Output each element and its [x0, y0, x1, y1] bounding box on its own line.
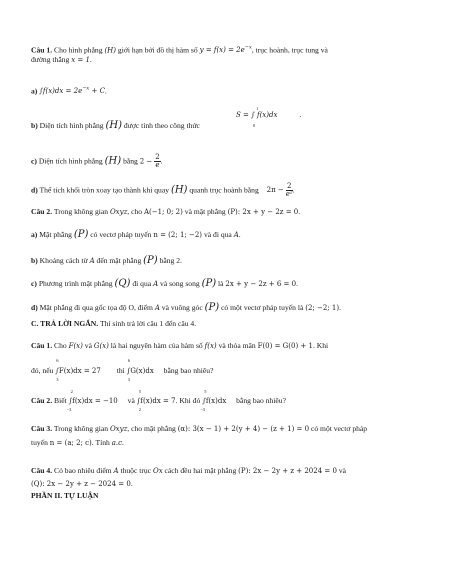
s3-line2: tuyến n = (a; 2; c). Tính a.c. — [31, 438, 124, 447]
part2-title: PHẦN II. TỰ LUẬN — [31, 491, 99, 500]
q1-b-label: b) — [31, 121, 38, 130]
s4-axis: Ox — [152, 467, 163, 475]
q2-c: c) Phương trình mặt phẳng (Q) đi qua A và song song (P) là 2x + y − 2z + 6 = 0. — [31, 278, 298, 289]
s3-line1 — [31, 424, 367, 434]
q2-b-text2: đến mặt phẳng — [96, 256, 142, 265]
s1-text6: đó, nếu — [31, 366, 54, 375]
s3-plane: (α): 3(x − 1) + 2(y + 4) − (z + 1) = 0 — [177, 425, 310, 433]
q1-a-label: a) — [31, 86, 38, 96]
q2-d-A: A — [154, 304, 160, 312]
part2 — [31, 491, 99, 501]
q1-a: a) $\int f(x)dx = 2e^{-x} + C$. — [31, 86, 107, 96]
q1-c-fraction: $\frac{2}{e}$ — [155, 153, 160, 169]
q2-c-text2: đi qua — [132, 279, 152, 288]
q2-d: d) Mặt phẳng đi qua gốc tọa độ O, điểm A và vuông góc (P) có một vectơ pháp tuyến là (2; −2; 1). — [31, 302, 341, 313]
s1-int2: ∫G(x)dx 6 3 — [126, 358, 154, 382]
s1-G: G(x) — [93, 342, 109, 350]
s4-P: (P): 2x − 2y + z + 2024 = 0 — [238, 467, 337, 475]
q2-space: Oxyz — [109, 208, 128, 216]
q2-a-A: A — [233, 231, 239, 239]
q2-c-text4: là — [218, 279, 224, 288]
s3-text: Trong không gian — [53, 424, 109, 433]
section-c-title: C. TRẢ LỜI NGẮN. — [31, 319, 99, 328]
q1-line-eq: x = 1 — [71, 56, 90, 64]
q2-b-A: A — [89, 257, 95, 265]
s3-label: Câu 3. — [31, 424, 53, 433]
q1-d-text: Thể tích khối tròn xoay tạo thành khi quay — [39, 185, 170, 195]
s1-text8: bằng bao nhiêu? — [163, 366, 214, 375]
s1-f: f(x) — [204, 342, 217, 350]
q1-func: $y = f(x) = 2e^{-x}$ — [199, 45, 252, 55]
q2-c-Q: (Q) — [114, 278, 131, 289]
q2-c-P: (P) — [201, 278, 217, 289]
q2-a-text: Mặt phẳng — [39, 230, 72, 239]
q2-d-label: d) — [31, 303, 38, 312]
q1-line1 — [31, 43, 328, 55]
q1-c: c) Diện tích hình phẳng (H) bằng 2 − $\frac{2}{e}$ . — [31, 153, 163, 169]
q1-b-upper: 1 — [256, 106, 259, 111]
s3-text3: có một vectơ pháp — [310, 424, 368, 433]
s2-text4: bằng bao nhiêu? — [236, 396, 286, 405]
s1-text3: là hai nguyên hàm của hàm số — [110, 341, 203, 350]
s1-text4: và thỏa mãn — [218, 341, 256, 350]
q2-d-text2: và vuông góc — [161, 303, 203, 312]
s4-text3: cách đều hai mặt phẳng — [164, 466, 237, 475]
q2-point: A(−1; 0; 2) — [143, 208, 183, 216]
s2-text3: . Khi đó — [175, 396, 201, 405]
q2-a-P: (P) — [73, 229, 89, 240]
q1-d-value: 2π − — [266, 186, 284, 195]
s1-label: Câu 1. — [31, 341, 53, 350]
q1-text2: giới hạn bởi đồ thị hàm số — [117, 45, 198, 55]
s4-line1 — [31, 466, 346, 476]
s1-text7: thì — [116, 366, 125, 375]
q1-label: Câu 1. — [31, 45, 53, 55]
q2-a-vec: n = (2; 1; −2) — [153, 231, 203, 239]
s2-text2: và — [127, 396, 135, 405]
q1-text: Cho hình phẳng — [54, 45, 103, 55]
s2-text: Biết — [54, 396, 67, 405]
q2-a-text2: có vectơ pháp tuyến — [90, 230, 152, 239]
s1-line1: Câu 1. Cho F(x) và G(x) là hai nguyên hàm của hàm số f(x) và thỏa mãn F(0) = G(0) + 1. Khi — [31, 341, 329, 350]
q1-c-text2: bằng — [123, 156, 138, 166]
q1-d-H: (H) — [170, 184, 188, 196]
q1-line2: đường thẳng x = 1. — [31, 55, 92, 64]
q1-H: (H) — [104, 46, 117, 55]
s3-space: Oxyz — [109, 425, 128, 433]
s4-line2: (Q): 2x − 2y + z − 2024 = 0. — [31, 479, 133, 488]
q1-d-fraction: $\frac{2}{\text{e²}}$ — [285, 182, 293, 198]
s3-text5: . Tính — [91, 438, 110, 447]
s4-text4: và — [338, 466, 347, 475]
s4-A: A — [113, 467, 119, 475]
q2-a-text3: và đi qua — [203, 230, 232, 239]
q2-text3: và mặt phẳng — [184, 207, 226, 216]
q1-b-text: Diện tích hình phẳng — [39, 121, 104, 130]
q1-c-text: Diện tích hình phẳng — [38, 156, 103, 166]
s3-vec: n = (a; 2; c) — [49, 439, 92, 447]
q2-c-A: A — [153, 280, 159, 288]
q2-c-label: c) — [31, 279, 37, 288]
q1-c-value: 2 − — [139, 157, 153, 166]
q2-c-text3: và song song — [160, 279, 200, 288]
q2-label: Câu 2. — [31, 207, 53, 216]
s1-text: Cho — [54, 341, 67, 350]
q1-b-H: (H) — [105, 120, 123, 131]
q2-c-text: Phương trình mặt phẳng — [38, 279, 113, 288]
q1-d-label: d) — [31, 185, 38, 195]
q1-c-label: c) — [31, 156, 37, 166]
q1-b-formula-text: S = ∫ f(x)dx — [236, 111, 278, 119]
q2-c-eq: 2x + y − 2z + 6 = 0 — [225, 280, 297, 288]
q2-b-text: Khoảng cách từ — [39, 256, 88, 265]
q2-b — [31, 256, 182, 266]
q1-text3: , trục hoành, trục tung và — [251, 45, 328, 55]
q2-d-text3: có một vectơ pháp tuyến là — [221, 303, 304, 312]
s4-text: Có bao nhiêu điểm — [54, 466, 112, 475]
s4-Q: (Q): 2x − 2y + z − 2024 = 0 — [31, 480, 131, 488]
q2-d-text: Mặt phẳng đi qua gốc tọa độ O, điểm — [39, 303, 153, 312]
q2-b-label: b) — [31, 256, 38, 265]
q1-b-formula: S = ∫ f(x)dx . 1 0 — [236, 110, 301, 120]
q2-b-text3: bằng 2. — [159, 256, 182, 265]
s2-label: Câu 2. — [31, 396, 53, 405]
q2-b-P: (P) — [143, 255, 158, 266]
s2-int1: ∫f(x)dx = −10 2 −3 — [66, 389, 118, 412]
q2-line1: Câu 2. Trong không gian Oxyz, cho A(−1; 0; 2) và mặt phẳng (P): 2x + y − 2z = 0. — [31, 207, 301, 216]
s4-text2: thuộc trục — [120, 466, 152, 475]
s1-line2 — [31, 358, 214, 382]
q2-text: Trong không gian — [53, 207, 109, 216]
s2-int3: ∫f(x)dx 5 −3 — [200, 389, 227, 412]
q1-text4: đường thẳng — [31, 55, 70, 64]
q2-d-vec: (2; −2; 1) — [305, 304, 340, 312]
s1-cond: F(0) = G(0) + 1 — [257, 342, 313, 350]
q1-a-math: $\int f(x)dx = 2e^{-x} + C$ — [39, 86, 105, 96]
q2-d-P: (P) — [204, 302, 220, 313]
q2-a: a) Mặt phẳng (P) có vectơ pháp tuyến n = (2; 1; −2) và đi qua A. — [31, 229, 241, 240]
s3-ac: a.c — [111, 439, 123, 447]
s2-int2: ∫f(x)dx = 7 5 2 — [136, 389, 176, 412]
s1-F: F(x) — [68, 342, 83, 350]
q2-a-label: a) — [31, 230, 38, 239]
section-c — [31, 319, 196, 329]
q2-plane: (P): 2x + y − 2z = 0 — [227, 208, 299, 216]
q1-d: d) Thể tích khối tròn xoay tạo thành khi quay (H) quanh trục hoành bằng 2π − $\frac{2}{\text{e²}}$ . — [31, 182, 295, 198]
section-c-text: Thí sinh trả lời câu 1 đến câu 4. — [99, 319, 197, 328]
s2-line — [31, 389, 286, 412]
s1-int1: ∫F(x)dx = 27 6 3 — [55, 358, 101, 382]
s4-label: Câu 4. — [31, 466, 53, 475]
q1-d-text2: quanh trục hoành bằng — [189, 185, 259, 195]
q1-b-lower: 0 — [253, 123, 256, 128]
s3-text2: , cho mặt phẳng — [127, 424, 176, 433]
q1-b — [31, 121, 200, 131]
s1-text2: và — [84, 341, 92, 350]
q1-b-text2: được tính theo công thức — [123, 121, 200, 130]
q1-c-H: (H) — [104, 155, 122, 167]
s3-text4: tuyến — [31, 438, 48, 447]
